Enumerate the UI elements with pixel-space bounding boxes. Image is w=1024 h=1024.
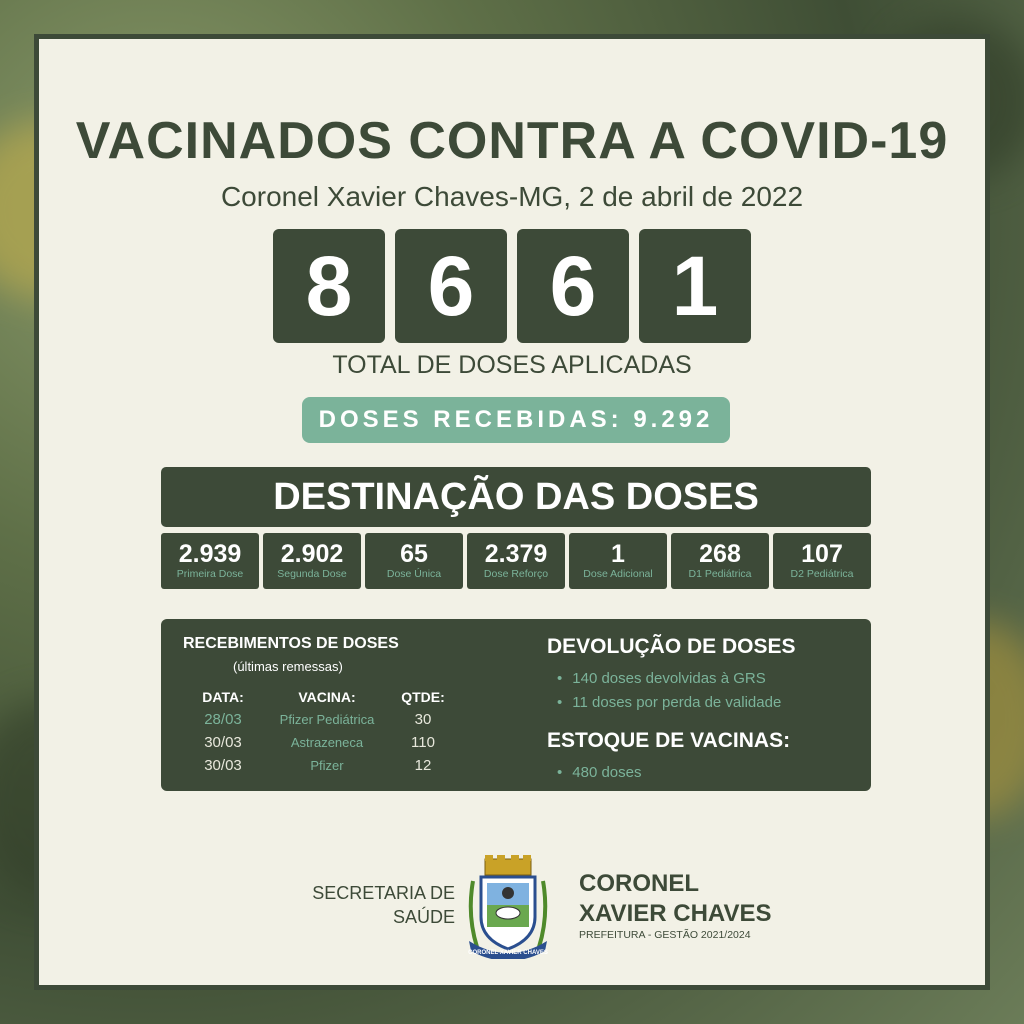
destination-cell-dose-reforco [467,533,565,589]
receipt-vaccine: Pfizer [310,758,344,773]
receipt-quantity: 110 [411,734,435,751]
destination-value: 2.379 [484,539,548,568]
page-title: VACINADOS CONTRA A COVID-19 [75,112,949,170]
counter-digit: 8 [273,229,385,343]
secretaria-line: SECRETARIA DE [312,883,455,903]
receipt-date: 30/03 [204,757,242,774]
destination-value: 2.902 [280,539,344,568]
list-item: • 140 doses devolvidas à GRS [557,667,781,691]
column-header-date: DATA: [202,688,244,705]
destination-value: 65 [400,539,428,568]
counter-digit: 6 [395,229,507,343]
table-row [179,754,459,777]
receipt-date: 30/03 [204,734,242,751]
destination-breakdown [161,533,871,589]
destination-cell-primeira-dose [161,533,259,589]
svg-text:CORONEL XAVIER CHAVES: CORONEL XAVIER CHAVES [468,950,548,956]
column-header-quantity: QTDE: [401,688,445,705]
receipts-table [179,685,459,777]
list-item: • 11 doses por perda de validade [557,691,781,715]
destination-label: Segunda Dose [277,568,347,581]
receipt-date: 28/03 [204,711,242,728]
city-name [579,869,771,929]
secretaria-label [287,881,455,929]
destination-label: D1 Pediátrica [688,568,752,581]
receipts-subtitle: (últimas remessas) [233,659,343,674]
receipts-title: RECEBIMENTOS DE DOSES [183,635,399,652]
destination-label: Dose Única [386,568,442,581]
infographic-card [34,34,990,990]
destination-label: D2 Pediátrica [790,568,854,581]
destination-label: Primeira Dose [176,568,244,581]
total-doses-counter [273,229,751,343]
table-row [179,731,459,754]
stock-title: ESTOQUE DE VACINAS: [547,729,791,752]
city-name-line: CORONEL [579,870,699,897]
receipt-vaccine: Astrazeneca [290,735,364,750]
destination-cell-dose-adicional [569,533,667,589]
destination-label: Dose Reforço [483,568,549,581]
counter-digit: 1 [639,229,751,343]
destination-value: 1 [611,539,625,568]
destination-cell-dose-unica [365,533,463,589]
table-row [179,708,459,731]
destination-value: 107 [801,539,843,568]
municipal-coat-of-arms-icon [463,855,553,959]
total-doses-label: TOTAL DE DOSES APLICADAS [332,351,692,379]
destination-cell-d1-pediatrica [671,533,769,589]
table-header-row [179,685,459,708]
info-panel [161,619,871,791]
returns-list [557,667,781,715]
list-item: • 480 doses [557,761,642,785]
secretaria-line: SAÚDE [392,907,455,927]
stock-list [557,761,642,785]
destination-cell-segunda-dose [263,533,361,589]
receipt-vaccine: Pfizer Pediátrica [279,712,375,727]
doses-received-badge: DOSES RECEBIDAS: 9.292 [302,397,730,443]
government-term: PREFEITURA - GESTÃO 2021/2024 [579,929,751,941]
returns-title: DEVOLUÇÃO DE DOSES [547,635,796,658]
page-subtitle: Coronel Xavier Chaves-MG, 2 de abril de 2022 [220,181,804,212]
receipt-quantity: 30 [414,711,432,728]
city-name-line: XAVIER CHAVES [579,900,772,927]
destination-label: Dose Adicional [583,568,653,581]
destination-value: 2.939 [178,539,242,568]
destination-cell-d2-pediatrica [773,533,871,589]
destination-value: 268 [699,539,741,568]
receipt-quantity: 12 [414,757,432,774]
destination-title: DESTINAÇÃO DAS DOSES [161,467,871,527]
column-header-vaccine: VACINA: [298,688,356,705]
counter-digit: 6 [517,229,629,343]
